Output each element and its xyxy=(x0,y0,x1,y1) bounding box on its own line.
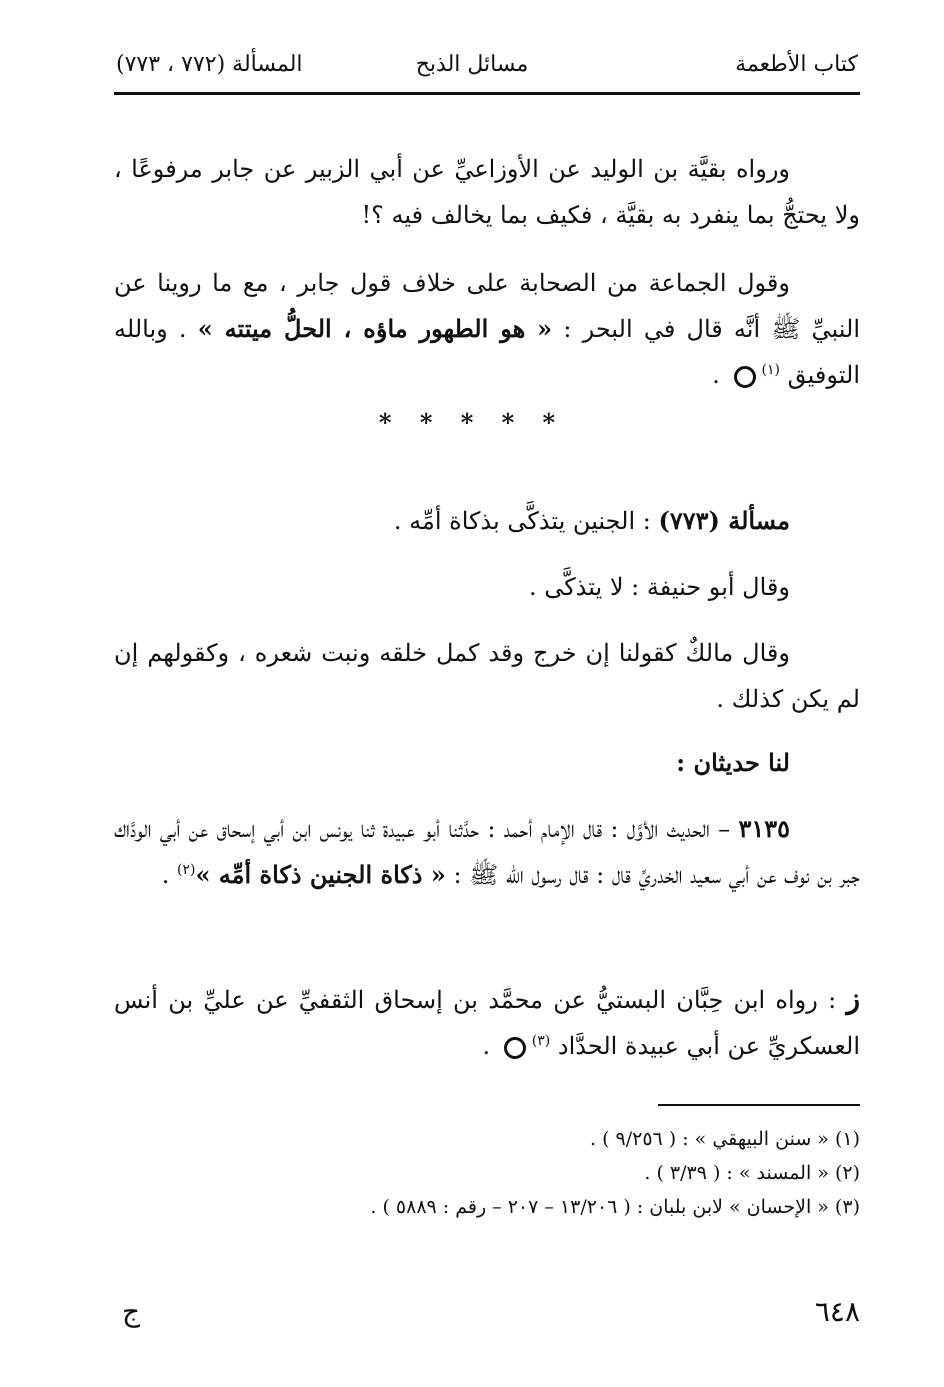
footnotes-divider xyxy=(658,1104,860,1106)
end-circle-icon xyxy=(734,366,756,388)
paragraph-jamaa-text: وقول الجماعة من الصحابة على خلاف قول جابر ، مع ما روينا عن النبيِّ ﷺ أنَّه قال في البحر : xyxy=(114,269,861,343)
abu-hanifa-opinion: وقال أبو حنيفة : لا يتذكَّى . xyxy=(528,573,790,601)
hadith-end: . xyxy=(161,861,177,889)
footnote-ref-3: (٣) xyxy=(531,1033,551,1049)
volume-mark: ج xyxy=(122,1295,141,1328)
note-end: . xyxy=(482,1032,498,1060)
malik-opinion: وقال مالكٌ كقولنا إن خرج وقد كمل خلقه ونبت شعره ، وكقولهم إن لم يكن كذلك . xyxy=(114,639,860,713)
note-mark: ز xyxy=(846,982,860,1015)
footnote-2: (٢) « المسند » : ( ٣/٣٩ ) . xyxy=(644,1162,860,1184)
footnote-1: (١) « سنن البيهقي » : ( ٩/٢٥٦ ) . xyxy=(589,1128,860,1150)
hadith-isnad: – الحديث الأوَّل : قال الإمام أحمد : حدَّثنا أبو عبيدة ثنا يونس ابن أبي إسحاق عن أبي الودَّاك جبر بن نوف عن أبي سعيد الخدريِّ قال : قال رسول الله ﷺ : xyxy=(114,815,860,889)
issue-label: مسألة (٧٧٣) xyxy=(658,506,790,535)
paragraph-baqiyya: ورواه بقيَّة بن الوليد عن الأوزاعيِّ عن أبي الزبير عن جابر مرفوعًا ، ولا يحتجُّ بما ينفرد به بقيَّة ، فكيف بما يخالف فيه ؟! xyxy=(114,155,860,229)
footnote-ref-2: (٢) xyxy=(176,862,196,878)
header-chapter-title: مسائل الذبح xyxy=(415,52,529,77)
issue-heading xyxy=(114,498,860,544)
hadith-quote-sea: « هو الطهور ماؤه ، الحلُّ ميتته » xyxy=(197,314,553,343)
page-number: ٦٤٨ xyxy=(814,1295,860,1328)
paragraph-jamaa xyxy=(114,260,860,398)
header-issue-numbers: المسألة (٧٧٢ ، ٧٧٣) xyxy=(116,52,303,77)
footnote-ref-1: (١) xyxy=(761,362,781,378)
two-hadiths-heading: لنا حديثان : xyxy=(676,748,790,777)
issue-text: : الجنين يتذكَّى بذكاة أمِّه . xyxy=(393,507,659,535)
footnote-3: (٣) « الإحسان » لابن بلبان : ( ١٣/٢٠٦ – ٢٠٧ – رقم : ٥٨٨٩ ) . xyxy=(370,1196,860,1218)
header-book-title: كتاب الأطعمة xyxy=(735,52,858,77)
note-text: : رواه ابن حِبَّان البستيُّ عن محمَّد بن إسحاق الثقفيِّ عن عليِّ بن أنس العسكريِّ عن أبي عبيدة الحدَّاد xyxy=(114,986,860,1060)
hadith-quote-janin: « ذكاة الجنين ذكاة أمِّه » xyxy=(195,860,446,889)
hadith-3135 xyxy=(114,806,860,898)
end-circle-icon xyxy=(504,1037,526,1059)
section-separator: * * * * * xyxy=(378,408,566,437)
header-divider xyxy=(114,92,860,95)
hadith-number: ٣١٣٥ xyxy=(738,814,790,843)
paragraph-jamaa-closing: . وبالله التوفيق xyxy=(114,315,860,389)
paragraph-jamaa-end: . xyxy=(712,361,728,389)
note-paragraph xyxy=(114,976,860,1069)
